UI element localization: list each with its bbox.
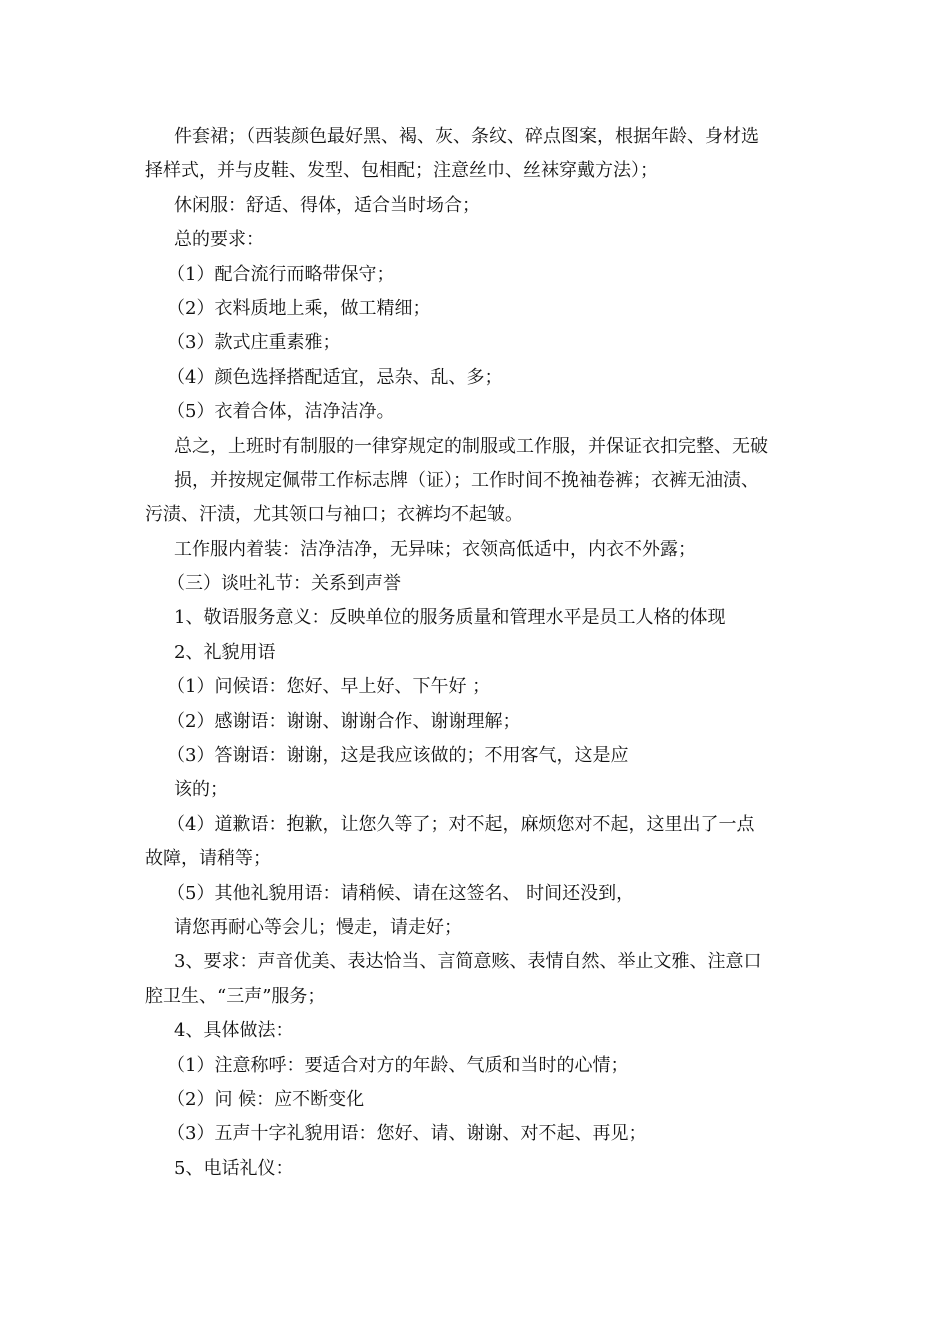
text-line: 腔卫生、“三声”服务； xyxy=(145,985,326,1007)
text-line: 休闲服：舒适、得体，适合当时场合； xyxy=(174,194,480,216)
text-line: 3、要求：声音优美、表达恰当、言简意赅、表情自然、举止文雅、注意口 xyxy=(174,951,762,973)
text-line: 总之，上班时有制服的一律穿规定的制服或工作服，并保证衣扣完整、无破 xyxy=(174,435,768,457)
section-heading: （三）谈吐礼节：关系到声誉 xyxy=(167,573,401,595)
text-line: 污渍、汗渍，尤其领口与袖口；衣裤均不起皱。 xyxy=(145,504,523,526)
text-line: 请您再耐心等会儿；慢走，请走好； xyxy=(174,916,462,938)
text-line: 择样式，并与皮鞋、发型、包相配；注意丝巾、丝袜穿戴方法）； xyxy=(145,160,658,182)
list-item: （4）颜色选择搭配适宜，忌杂、乱、多； xyxy=(167,366,503,388)
list-item: （2）问 候：应不断变化 xyxy=(167,1088,365,1110)
list-item: （3）五声十字礼貌用语：您好、请、谢谢、对不起、再见； xyxy=(167,1123,647,1145)
list-item: （2）衣料质地上乘，做工精细； xyxy=(167,297,431,319)
list-item: （5）其他礼貌用语：请稍候、请在这签名、 时间还没到， xyxy=(167,882,635,904)
document-body xyxy=(145,120,815,1186)
text-line: 件套裙；（西装颜色最好黑、褐、灰、条纹、碎点图案，根据年龄、身材选 xyxy=(174,126,759,147)
text-line: 2、礼貌用语 xyxy=(174,641,276,663)
text-line: 5、电话礼仪： xyxy=(174,1157,294,1179)
list-item: （3）答谢语：谢谢，这是我应该做的；不用客气，这是应 xyxy=(167,745,629,767)
list-item: （1）配合流行而略带保守； xyxy=(167,263,395,285)
list-item: （5）衣着合体，洁净洁净。 xyxy=(167,401,395,423)
text-line: 总的要求： xyxy=(174,229,264,251)
list-item: （2）感谢语：谢谢、谢谢合作、谢谢理解； xyxy=(167,710,521,732)
list-item: （3）款式庄重素雅； xyxy=(167,332,341,354)
list-item: （1）问候语：您好、早上好、下午好 ； xyxy=(167,676,491,698)
text-line: 4、具体做法： xyxy=(174,1020,294,1042)
text-line: 损，并按规定佩带工作标志牌（证）；工作时间不挽袖卷裤；衣裤无油渍、 xyxy=(174,469,759,491)
list-item: （1）注意称呼：要适合对方的年龄、气质和当时的心情； xyxy=(167,1054,629,1076)
text-line: 1、敬语服务意义：反映单位的服务质量和管理水平是员工人格的体现 xyxy=(174,607,726,629)
text-line: 工作服内着装：洁净洁净，无异味；衣领高低适中，内衣不外露； xyxy=(174,538,696,560)
list-item: （4）道歉语：抱歉，让您久等了；对不起，麻烦您对不起，这里出了一点 xyxy=(167,813,755,835)
text-line: 该的； xyxy=(174,779,228,801)
text-line: 故障，请稍等； xyxy=(145,848,271,870)
